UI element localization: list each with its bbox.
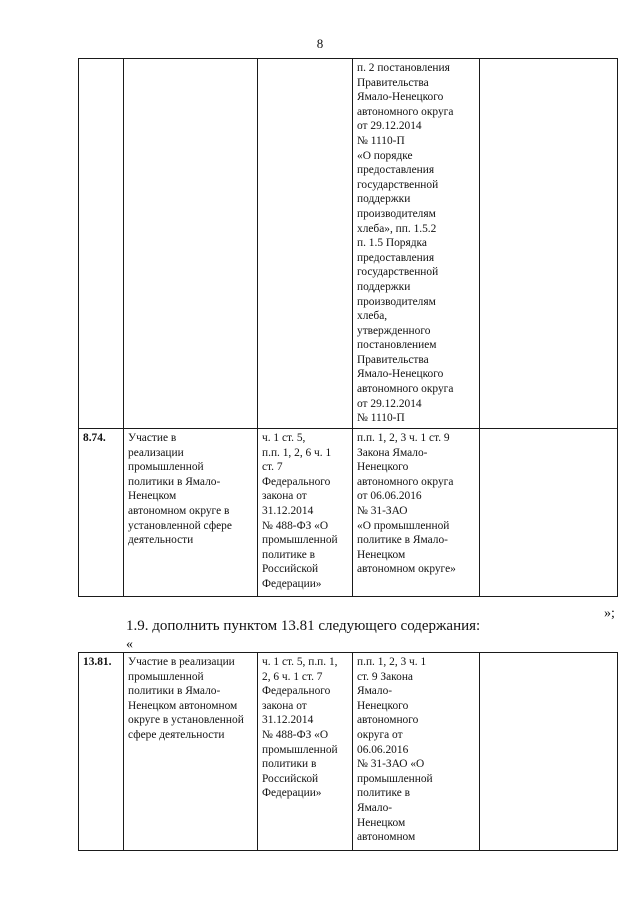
closing-quote-mark: »;: [604, 606, 615, 621]
table-row: [79, 59, 618, 429]
notes-cell: [480, 59, 618, 429]
opening-quote-mark: «: [126, 637, 133, 652]
notes-cell: [480, 429, 618, 597]
regional-act-cell: п.п. 1, 2, 3 ч. 1 ст. 9 Закона Ямало- Ненецкого автономного округа от 06.06.2016 № 31-ЗАО «О промышленной политике в Ямало- Ненецком автономном: [353, 653, 480, 851]
page-number: 8: [316, 36, 324, 51]
function-cell: [124, 59, 258, 429]
notes-cell: [480, 653, 618, 851]
row-number-cell: [79, 59, 124, 429]
regional-act-cell: п.п. 1, 2, 3 ч. 1 ст. 9 Закона Ямало- Ненецкого автономного округа от 06.06.2016 № 31-ЗАО «О промышленной политике в Ямало- Ненецком автономном округе»: [353, 429, 480, 597]
table-row: [79, 653, 618, 851]
row-number-cell: 8.74.: [79, 429, 124, 597]
amendment-heading: 1.9. дополнить пунктом 13.81 следующего содержания:: [126, 618, 481, 634]
federal-law-cell: ч. 1 ст. 5, п.п. 1, 2, 6 ч. 1 ст. 7 Федерального закона от 31.12.2014 № 488-ФЗ «О промышленной политике в Российской Федерации»: [258, 429, 353, 597]
federal-law-cell: [258, 59, 353, 429]
regional-act-cell: п. 2 постановления Правительства Ямало-Ненецкого автономного округа от 29.12.2014 № 1110-П «О порядке предоставления государственной поддержки производителям хлеба», пп. 1.5.2 п. 1.5 Порядка предоставления государственной поддержки производителям хлеба, утвержденного постановлением Правительства Ямало-Ненецкого автономного округа от 29.12.2014 № 1110-П: [353, 59, 480, 429]
row-number-cell: 13.81.: [79, 653, 124, 851]
requirements-table-new: [78, 652, 618, 851]
function-cell: Участие в реализации промышленной политики в Ямало- Ненецком автономном округе в установленной сфере деятельности: [124, 429, 258, 597]
requirements-table-continued: [78, 58, 618, 597]
function-cell: Участие в реализации промышленной политики в Ямало- Ненецком автономном округе в установленной сфере деятельности: [124, 653, 258, 851]
federal-law-cell: ч. 1 ст. 5, п.п. 1, 2, 6 ч. 1 ст. 7 Федерального закона от 31.12.2014 № 488-ФЗ «О промышленной политики в Российской Федерации»: [258, 653, 353, 851]
table-row: [79, 429, 618, 597]
